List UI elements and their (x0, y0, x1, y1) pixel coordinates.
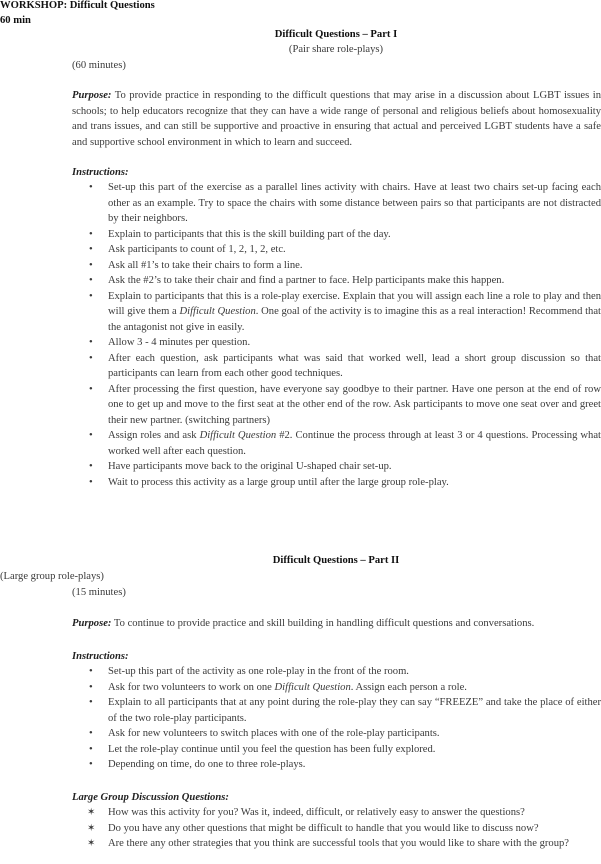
bullet-icon: • (89, 337, 93, 348)
list-item-text: Are there any other strategies that you think are successful tools that you would like to share with the group? (108, 838, 569, 849)
list-item (72, 821, 601, 837)
asterisk-bullet-icon: ✶ (87, 838, 96, 849)
bullet-icon: • (89, 383, 93, 395)
list-item (72, 805, 601, 821)
list-item (72, 258, 601, 274)
list-item-text: #2. Continue the process through at least 3 or 4 questions. Processing what worked well after each question. (108, 430, 601, 457)
list-item-text: Ask for new volunteers to switch places with one of the role-play participants. (108, 728, 440, 739)
list-item (72, 757, 601, 773)
discussion-questions-list (72, 805, 601, 852)
list-item-text: Assign roles and ask (108, 430, 200, 441)
list-item (72, 351, 601, 382)
purpose-text: To provide practice in responding to the difficult questions that may arise in a discussion about LGBT issues in schools; to help educators recognize that they can have a wide range of personal and religious beliefs about homosexuality and trans issues, and can still be supportive and proactive in ensuring that actual and perceived LGBT students have a safe and supportive school environment in which to learn and succeed. (72, 90, 601, 148)
list-item (72, 664, 601, 680)
list-item-text: Have participants move back to the original U-shaped chair set-up. (108, 461, 392, 472)
workshop-duration: 60 min (0, 15, 31, 26)
emphasis-text: Difficult Question (199, 430, 277, 441)
list-item (72, 742, 601, 758)
list-item (72, 726, 601, 742)
list-item (72, 680, 601, 696)
purpose-label: Purpose: (72, 618, 112, 629)
list-item-text: Set-up this part of the exercise as a parallel lines activity with chairs. Have at least two chairs set-up facing each other as an example. Try to space the chairs with some distance between pairs so that participants are not distracted by their neighbors. (108, 182, 601, 224)
list-item-text: How was this activity for you? Was it, indeed, difficult, or relatively easy to answer the questions? (108, 807, 525, 818)
bullet-icon: • (89, 275, 93, 286)
list-item (72, 428, 601, 459)
part2-instructions-list (72, 664, 601, 773)
bullet-icon: • (89, 728, 93, 739)
list-item (72, 459, 601, 475)
bullet-icon: • (89, 461, 93, 472)
part2-subtitle: (Large group role-plays) (0, 571, 104, 582)
emphasis-text: Difficult Question (274, 681, 351, 693)
list-item-text: Ask for two volunteers to work on one (108, 681, 275, 693)
part1-purpose (72, 88, 601, 150)
part1-title: Difficult Questions – Part I (274, 29, 398, 40)
list-item-text: Ask all #1’s to take their chairs to form a line. (108, 259, 303, 271)
workshop-title: WORKSHOP: Difficult Questions (0, 0, 155, 11)
bullet-icon: • (89, 759, 93, 770)
part1-subtitle: (Pair share role-plays) (288, 44, 384, 55)
list-item-text: Ask the #2’s to take their chair and find a partner to face. Help participants make this happen. (108, 275, 505, 286)
bullet-icon: • (89, 182, 93, 193)
bullet-icon: • (89, 352, 93, 364)
part2-title: Difficult Questions – Part II (272, 555, 400, 566)
part2-instructions-label: Instructions: (72, 651, 129, 662)
asterisk-bullet-icon: ✶ (87, 822, 96, 834)
list-item (72, 273, 601, 289)
bullet-icon: • (89, 681, 93, 693)
bullet-icon: • (89, 259, 93, 271)
list-item-text: Ask participants to count of 1, 2, 1, 2, etc. (108, 244, 286, 255)
list-item (72, 695, 601, 726)
list-item (72, 242, 601, 258)
list-item (72, 382, 601, 429)
bullet-icon: • (89, 476, 93, 488)
list-item-text: Explain to participants that this is a role-play exercise. Explain that you will assign each line a role to play and then will give them a (108, 290, 601, 317)
asterisk-bullet-icon: ✶ (87, 807, 96, 818)
discussion-label: Large Group Discussion Questions: (72, 792, 229, 803)
part1-instructions-list (72, 180, 601, 490)
list-item (72, 227, 601, 243)
purpose-label: Purpose: (72, 90, 112, 101)
part1-time: (60 minutes) (72, 60, 126, 71)
bullet-icon: • (89, 743, 93, 755)
list-item-text: Let the role-play continue until you feel the question has been fully explored. (108, 743, 436, 755)
bullet-icon: • (89, 430, 93, 441)
bullet-icon: • (89, 697, 93, 708)
list-item-text: Explain to all participants that at any point during the role-play they can say “FREEZE” and take the place of either of the two role-play participants. (108, 697, 601, 724)
list-item-text: Explain to participants that this is the skill building part of the day. (108, 228, 391, 240)
list-item (72, 475, 601, 491)
list-item-text: Set-up this part of the activity as one role-play in the front of the room. (108, 666, 409, 677)
list-item (72, 180, 601, 227)
part1-instructions-label: Instructions: (72, 167, 129, 178)
list-item-text: Depending on time, do one to three role-plays. (108, 759, 306, 770)
list-item (72, 289, 601, 336)
list-item-text: Allow 3 - 4 minutes per question. (108, 337, 251, 348)
purpose-text: To continue to provide practice and skill building in handling difficult questions and conversations. (113, 618, 535, 629)
bullet-icon: • (89, 244, 93, 255)
bullet-icon: • (89, 228, 93, 240)
emphasis-text: Difficult Question (179, 306, 256, 317)
part2-purpose (72, 616, 601, 632)
part2-time: (15 minutes) (72, 587, 126, 598)
list-item-text: Wait to process this activity as a large group until after the large group role-play. (108, 476, 449, 488)
bullet-icon: • (89, 666, 93, 677)
list-item-text: . Assign each person a role. (350, 681, 467, 693)
list-item (72, 335, 601, 351)
list-item-text: . One goal of the activity is to imagine this as a real interaction! Recommend that the antagonist not give in easily. (108, 306, 601, 333)
list-item-text: After processing the first question, have everyone say goodbye to their partner. Have one person at the end of row one to get up and move to the first seat at the other end of the row. Ask participants to move one seat over and greet their new partner. (switching partners) (108, 383, 601, 426)
bullet-icon: • (89, 290, 93, 302)
list-item-text: After each question, ask participants what was said that worked well, lead a short group discussion so that participants can learn from each other good techniques. (108, 352, 601, 379)
list-item (72, 836, 601, 852)
list-item-text: Do you have any other questions that might be difficult to handle that you would like to discuss now? (108, 822, 539, 834)
